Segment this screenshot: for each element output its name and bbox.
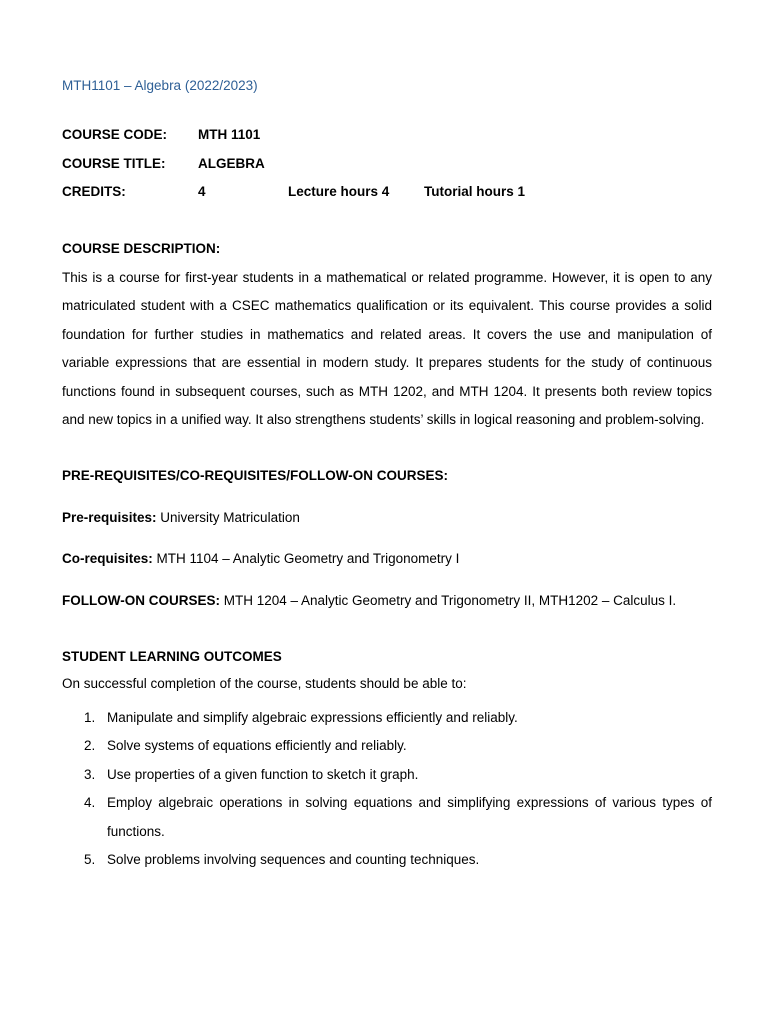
- lecture-hours: Lecture hours 4: [288, 184, 390, 199]
- prerequisites-line: [62, 510, 300, 525]
- corequisites-label: Co-requisites:: [62, 551, 153, 566]
- course-code-value: MTH 1101: [198, 127, 261, 142]
- prerequisites-label: Pre-requisites:: [62, 510, 157, 525]
- outcomes-heading: STUDENT LEARNING OUTCOMES: [62, 649, 282, 664]
- outcomes-list: [62, 704, 712, 874]
- outcome-number: 1.: [84, 710, 96, 725]
- outcome-text: Use properties of a given function to sketch it graph.: [107, 766, 419, 782]
- outcome-number: 2.: [84, 738, 96, 754]
- description-heading: COURSE DESCRIPTION:: [62, 241, 221, 256]
- course-title-value: ALGEBRA: [198, 156, 265, 171]
- course-title-label: COURSE TITLE:: [62, 156, 166, 171]
- credits-label: CREDITS:: [62, 184, 126, 199]
- follow-on-value: MTH 1204 – Analytic Geometry and Trigonometry II, MTH1202 – Calculus I.: [219, 593, 677, 608]
- outcomes-intro: On successful completion of the course, students should be able to:: [62, 676, 467, 691]
- outcome-item: [62, 732, 712, 760]
- prerequisites-value: University Matriculation: [156, 510, 300, 525]
- course-code-label: COURSE CODE:: [62, 127, 168, 142]
- outcome-number: 5.: [84, 852, 96, 868]
- outcome-number: 4.: [84, 795, 96, 811]
- requisites-heading: PRE-REQUISITES/CO-REQUISITES/FOLLOW-ON COURSES:: [62, 468, 448, 483]
- corequisites-value: MTH 1104 – Analytic Geometry and Trigonometry I: [152, 551, 460, 566]
- follow-on-label: FOLLOW-ON COURSES:: [62, 593, 220, 608]
- outcome-number: 3.: [84, 766, 96, 782]
- follow-on-line: [62, 593, 676, 608]
- outcome-item: [62, 846, 712, 874]
- outcome-item: [62, 789, 712, 846]
- description-text: This is a course for first-year students in a mathematical or related programme. However, it is open to any matriculated student with a CSEC mathematics qualification or its equivalent. This course provides a solid foundation for further studies in mathematics and related areas. It covers the use and manipulation of variable expressions that are essential in modern study. It prepares students for the study of continuous functions found in subsequent courses, such as MTH 1202, and MTH 1204. It presents both review topics and new topics in a unified way. It also strengthens students’ skills in logical reasoning and problem-solving.: [62, 270, 712, 428]
- tutorial-hours: Tutorial hours 1: [424, 184, 526, 199]
- outcome-item: [62, 704, 712, 732]
- outcome-text: Solve problems involving sequences and counting techniques.: [107, 852, 480, 868]
- credits-value: 4: [198, 184, 206, 199]
- corequisites-line: [62, 551, 459, 566]
- outcome-text: Manipulate and simplify algebraic expressions efficiently and reliably.: [107, 710, 518, 725]
- outcome-item: [62, 761, 712, 789]
- outcome-text: Employ algebraic operations in solving equations and simplifying expressions of various types of functions.: [107, 795, 712, 839]
- document-header: MTH1101 – Algebra (2022/2023): [62, 78, 258, 93]
- outcome-text: Solve systems of equations efficiently and reliably.: [107, 738, 407, 754]
